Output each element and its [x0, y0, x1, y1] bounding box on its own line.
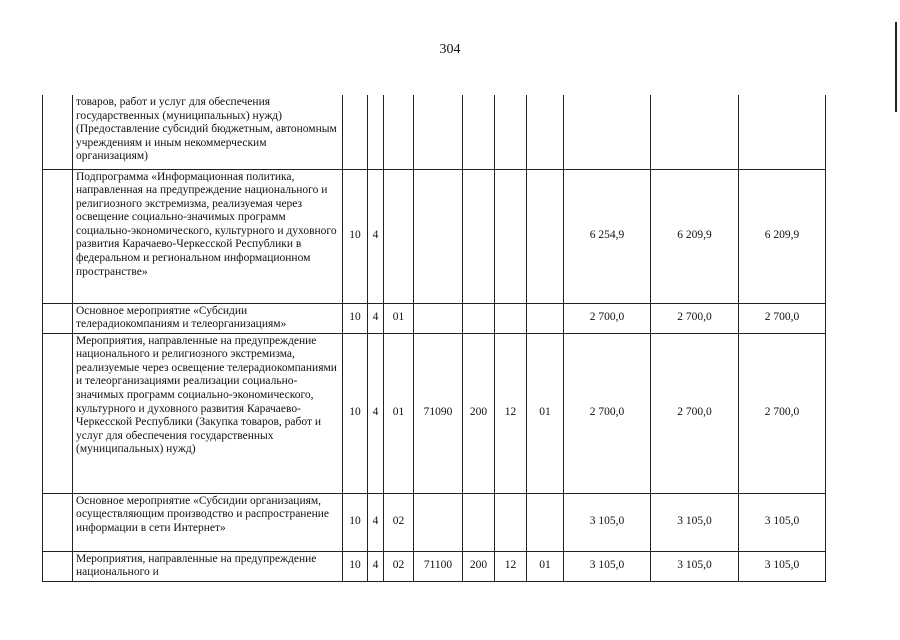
code-direction: [414, 95, 463, 169]
budget-table: [42, 95, 826, 582]
amount-year-2: 3 105,0: [651, 551, 739, 581]
code-section: [343, 95, 368, 169]
code-subchapter: [527, 303, 564, 333]
code-expense-type: [463, 169, 495, 303]
code-subchapter: 01: [527, 551, 564, 581]
code-event: 01: [384, 333, 414, 493]
code-subsection: 4: [368, 333, 384, 493]
row-description: Мероприятия, направленные на предупреждение национального и: [73, 551, 343, 581]
amount-year-3: 2 700,0: [739, 303, 826, 333]
row-description: Подпрограмма «Информационная политика, направленная на предупреждение национального и религиозного экстремизма, реализуемая через освещение социально-значимых программ социально-экономического, культурного и духовного развития Карачаево-Черкесской Республики в федеральном и региональном информационном пространстве»: [73, 169, 343, 303]
row-index-cell: [43, 551, 73, 581]
code-direction: [414, 303, 463, 333]
code-subchapter: 01: [527, 333, 564, 493]
code-subchapter: [527, 493, 564, 551]
table-row: [43, 333, 826, 493]
code-subsection: 4: [368, 493, 384, 551]
code-section: 10: [343, 551, 368, 581]
code-section: 10: [343, 303, 368, 333]
code-event: 02: [384, 551, 414, 581]
code-direction: [414, 493, 463, 551]
amount-year-1: 6 254,9: [564, 169, 651, 303]
row-description: Мероприятия, направленные на предупреждение национального и религиозного экстремизма, реализуемые через освещение телерадиокомпаниями и телеорганизациями реализации социально-значимых программ социально-экономического, культурного и духовного развития Карачаево-Черкесской Республики (Закупка товаров, работ и услуг для обеспечения государственных (муниципальных) нужд): [73, 333, 343, 493]
amount-year-1: 3 105,0: [564, 551, 651, 581]
code-subsection: 4: [368, 169, 384, 303]
amount-year-1: 2 700,0: [564, 303, 651, 333]
code-subsection: 4: [368, 303, 384, 333]
code-event: [384, 169, 414, 303]
row-index-cell: [43, 493, 73, 551]
page-number: 304: [439, 42, 461, 57]
row-description: товаров, работ и услуг для обеспечения государственных (муниципальных) нужд) (Предоставление субсидий бюджетным, автономным учреждениям и иным некоммерческим организациям): [73, 95, 343, 169]
amount-year-2: 2 700,0: [651, 333, 739, 493]
amount-year-1: [564, 95, 651, 169]
code-event: 02: [384, 493, 414, 551]
code-subsection: [368, 95, 384, 169]
code-section: 10: [343, 333, 368, 493]
code-direction: 71100: [414, 551, 463, 581]
code-subsection: 4: [368, 551, 384, 581]
code-chapter: 12: [495, 551, 527, 581]
row-index-cell: [43, 303, 73, 333]
table-row: [43, 303, 826, 333]
row-description: Основное мероприятие «Субсидии организациям, осуществляющим производство и распространение информации в сети Интернет»: [73, 493, 343, 551]
code-chapter: [495, 493, 527, 551]
code-expense-type: [463, 493, 495, 551]
amount-year-3: 3 105,0: [739, 493, 826, 551]
code-chapter: [495, 169, 527, 303]
code-subchapter: [527, 169, 564, 303]
code-direction: 71090: [414, 333, 463, 493]
row-index-cell: [43, 95, 73, 169]
code-expense-type: [463, 303, 495, 333]
code-event: 01: [384, 303, 414, 333]
row-index-cell: [43, 333, 73, 493]
amount-year-3: [739, 95, 826, 169]
code-chapter: [495, 303, 527, 333]
amount-year-3: 3 105,0: [739, 551, 826, 581]
code-expense-type: 200: [463, 551, 495, 581]
code-section: 10: [343, 169, 368, 303]
row-index-cell: [43, 169, 73, 303]
amount-year-2: 6 209,9: [651, 169, 739, 303]
amount-year-2: 3 105,0: [651, 493, 739, 551]
amount-year-3: 6 209,9: [739, 169, 826, 303]
table-row: [43, 169, 826, 303]
code-expense-type: [463, 95, 495, 169]
table-row: [43, 95, 826, 169]
amount-year-2: [651, 95, 739, 169]
code-section: 10: [343, 493, 368, 551]
amount-year-3: 2 700,0: [739, 333, 826, 493]
amount-year-2: 2 700,0: [651, 303, 739, 333]
amount-year-1: 2 700,0: [564, 333, 651, 493]
amount-year-1: 3 105,0: [564, 493, 651, 551]
code-chapter: [495, 95, 527, 169]
row-description: Основное мероприятие «Субсидии телерадиокомпаниям и телеорганизациям»: [73, 303, 343, 333]
table-row: [43, 551, 826, 581]
code-chapter: 12: [495, 333, 527, 493]
code-direction: [414, 169, 463, 303]
table-row: [43, 493, 826, 551]
page-edge-mark: [895, 22, 897, 112]
code-expense-type: 200: [463, 333, 495, 493]
code-event: [384, 95, 414, 169]
code-subchapter: [527, 95, 564, 169]
